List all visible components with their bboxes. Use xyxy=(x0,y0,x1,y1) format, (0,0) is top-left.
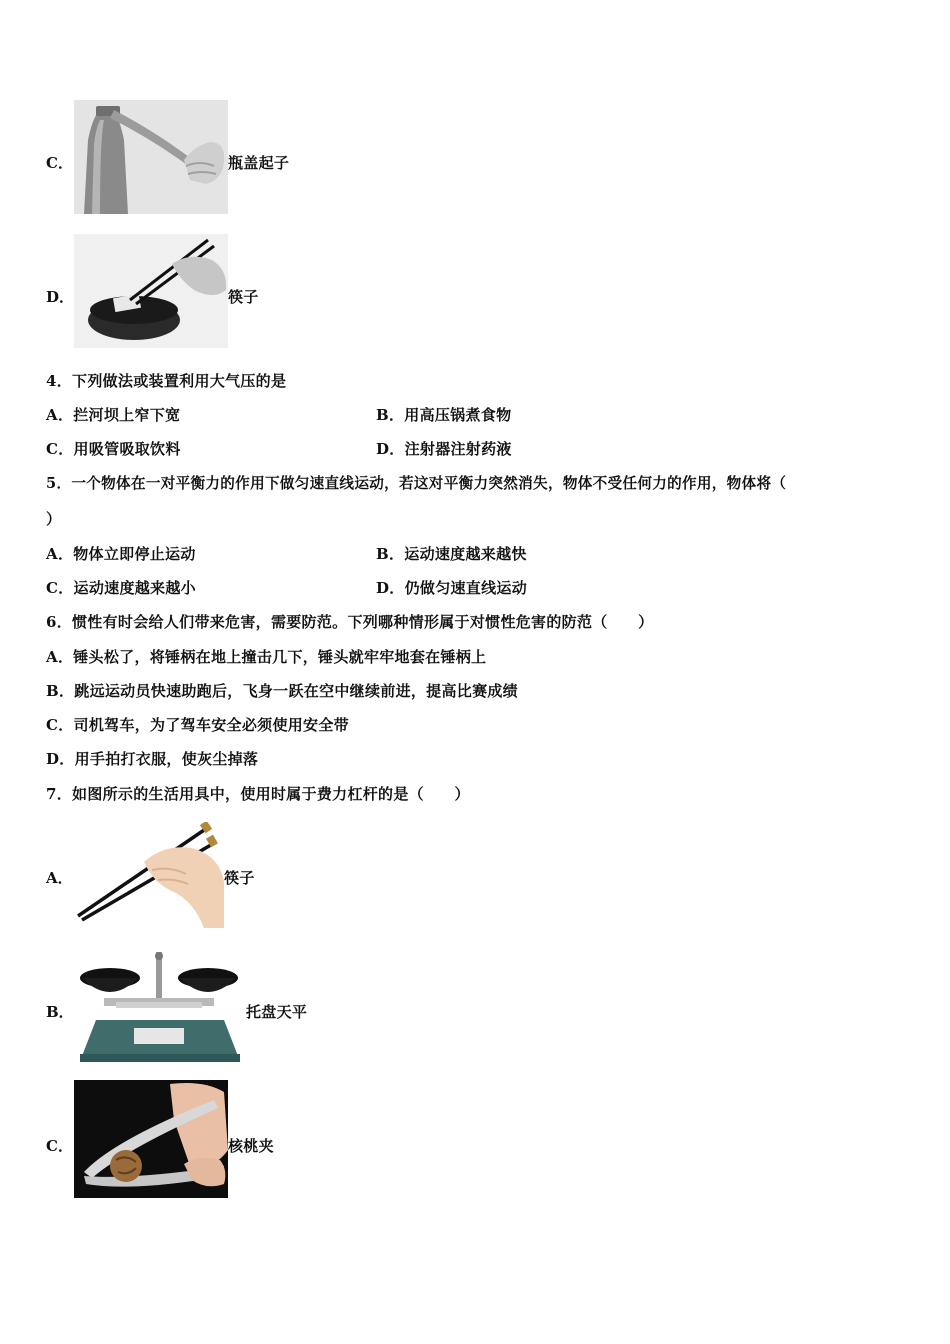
q4-option-c: C．用吸管吸取饮料 xyxy=(46,440,181,458)
q3-option-c-label: 瓶盖起子 xyxy=(228,154,290,172)
q7-option-a-letter: A． xyxy=(46,869,73,887)
balance-scale-image xyxy=(74,948,246,1064)
chopsticks-hand-image xyxy=(74,822,226,928)
q3-option-d-label: 筷子 xyxy=(228,288,259,306)
q5-option-a: A．物体立即停止运动 xyxy=(46,545,196,563)
bottle-opener-image xyxy=(74,100,228,214)
chopsticks-bowl-image xyxy=(74,234,228,348)
q5-option-b: B．运动速度越来越快 xyxy=(376,545,527,563)
q3-option-c-letter: C． xyxy=(46,154,73,172)
q4-option-a: A．拦河坝上窄下宽 xyxy=(46,406,181,424)
q6-option-d: D．用手拍打衣服，使灰尘掉落 xyxy=(46,750,259,768)
q7-option-c-label: 核桃夹 xyxy=(228,1137,274,1155)
q5-option-d: D．仍做匀速直线运动 xyxy=(376,579,528,597)
q7-option-b-label: 托盘天平 xyxy=(246,1003,308,1021)
q5-stem-tail: ） xyxy=(46,510,62,528)
q6-option-b: B．跳远运动员快速助跑后，飞身一跃在空中继续前进，提高比赛成绩 xyxy=(46,682,518,700)
q4-stem: 4．下列做法或装置利用大气压的是 xyxy=(46,372,287,390)
q7-option-a-label: 筷子 xyxy=(224,869,255,887)
q5-stem: 5．一个物体在一对平衡力的作用下做匀速直线运动，若这对平衡力突然消失，物体不受任何力的作用，物体将（ xyxy=(46,475,787,492)
q7-stem: 7．如图所示的生活用具中，使用时属于费力杠杆的是（ ） xyxy=(46,785,470,803)
q4-option-b: B．用高压锅煮食物 xyxy=(376,406,512,424)
q3-option-d-letter: D． xyxy=(46,288,75,306)
nutcracker-image xyxy=(74,1080,228,1198)
q7-option-b-letter: B． xyxy=(46,1003,74,1021)
q6-stem: 6．惯性有时会给人们带来危害，需要防范。下列哪种情形属于对惯性危害的防范（ ） xyxy=(46,613,654,631)
q6-option-a: A．锤头松了，将锤柄在地上撞击几下，锤头就牢牢地套在锤柄上 xyxy=(46,648,487,666)
q6-option-c: C．司机驾车，为了驾车安全必须使用安全带 xyxy=(46,716,349,734)
q4-option-d: D．注射器注射药液 xyxy=(376,440,512,458)
q7-option-c-letter: C． xyxy=(46,1137,73,1155)
q5-option-c: C．运动速度越来越小 xyxy=(46,579,196,597)
